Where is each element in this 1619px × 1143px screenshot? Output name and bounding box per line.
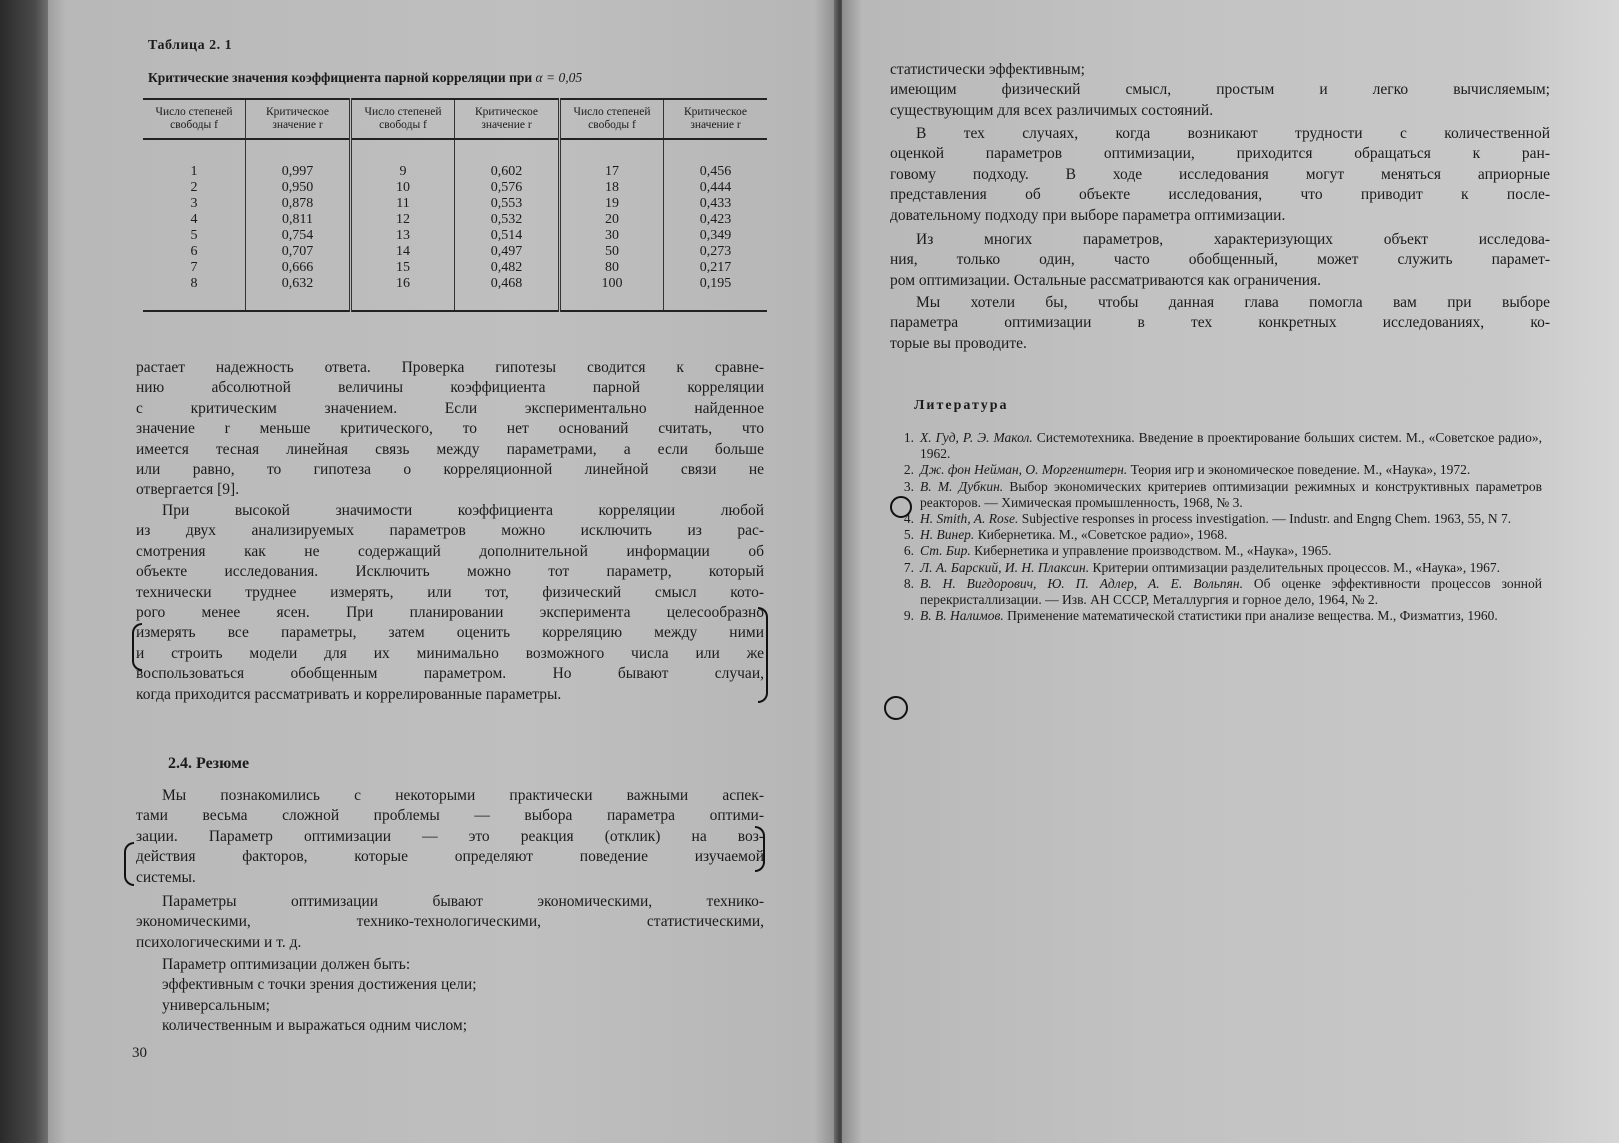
table-cell: 1 [190, 164, 198, 179]
table-cell: 13 [350, 228, 454, 244]
text-line: оценкой параметров оптимизации, приходится обращаться к ран- [890, 145, 1550, 163]
table-cell: 18 [559, 180, 663, 196]
reference-item [892, 576, 1542, 608]
reference-authors: H. Smith, A. Rose. [920, 511, 1019, 527]
text-line: когда приходится рассматривать и коррелированные параметры. [136, 685, 562, 703]
table-cell: 10 [350, 180, 454, 196]
table-title-text: Критические значения коэффициента парной корреляции при [148, 70, 533, 85]
table-cell: 16 [350, 276, 454, 311]
text-line: нию абсолютной величины коэффициента парной корреляции [136, 379, 764, 397]
text-line: количественным и выражаться одним числом; [162, 1017, 468, 1035]
table-cell: 0,553 [455, 196, 560, 212]
text-line: Мы познакомились с некоторыми практически важными аспек- [162, 787, 764, 804]
table-title-formula: α = 0,05 [535, 70, 583, 85]
reference-authors: В. В. Налимов. [920, 608, 1004, 624]
table-caption: Таблица 2. 1 [148, 38, 233, 53]
table-cell: 2 [190, 180, 198, 195]
text-line: параметра оптимизации в тех конкретных исследованиях, ко- [890, 314, 1550, 332]
reference-body [920, 608, 1542, 624]
paragraph-summary [136, 786, 764, 888]
table-cell: 0,811 [246, 212, 351, 228]
reference-text: Критерии оптимизации разделительных процессов. М., «Наука», 1967. [1089, 559, 1501, 575]
reference-item [892, 430, 1542, 462]
table-cell: 0,707 [246, 244, 351, 260]
table-header: Критическое значение r [246, 99, 351, 139]
table-cell: 5 [190, 228, 198, 243]
reference-text: Выбор экономических критериев оптимизации режимных и конструктивных параметров реакторов. — Химическая промышленность, 1968, № 3. [920, 478, 1542, 510]
reference-authors: Н. Винер. [920, 527, 975, 543]
table-row [143, 244, 767, 260]
paragraph-rank-approach [890, 124, 1550, 226]
text-line: Параметр оптимизации должен быть: [162, 956, 411, 973]
table-cell: 19 [559, 196, 663, 212]
table-header-row [143, 99, 767, 139]
reference-body [920, 511, 1542, 527]
reference-number: 3. [903, 478, 914, 494]
text-line: имеется тесная линейная связь между параметрами, а если больше [136, 440, 764, 458]
reference-item [892, 608, 1542, 624]
table-cell: 0,950 [246, 180, 351, 196]
paragraph-many-parameters [890, 230, 1550, 291]
paragraph-high-significance [136, 501, 764, 705]
reference-number: 1. [903, 430, 914, 445]
pen-bracket-right [758, 607, 768, 703]
text-line: статистически эффективным; [890, 61, 1085, 78]
table-cell: 0,632 [246, 276, 351, 311]
table-row [143, 260, 767, 276]
table-cell: 0,468 [455, 276, 560, 311]
table-row [143, 180, 767, 196]
pen-bracket-right [755, 826, 765, 872]
reference-number: 5. [903, 527, 914, 543]
text-line: отвергается [9]. [136, 481, 240, 499]
text-line: смотрения как не содержащий дополнительной информации об [136, 542, 764, 560]
reference-authors: В. М. Дубкин. [920, 478, 1004, 494]
table-cell: 15 [350, 260, 454, 276]
text-line: объекте исследования. Исключить можно тот параметр, который [136, 563, 764, 581]
reference-text: Теория игр и экономическое поведение. М., «Наука», 1972. [1127, 462, 1471, 478]
text-line: значение r меньше критического, то нет оснований считать, что [136, 420, 764, 438]
table-cell: 6 [190, 244, 198, 259]
table-cell: 20 [559, 212, 663, 228]
table-row [143, 276, 767, 311]
table-cell: 9 [350, 139, 454, 180]
text-line: торые вы проводите. [890, 334, 1027, 352]
table-cell: 30 [559, 228, 663, 244]
reference-item [892, 511, 1542, 527]
table-cell: 0,997 [246, 139, 351, 180]
table-cell: 0,217 [664, 260, 767, 276]
text-line: экономическими, технико-технологическими, статистическими, [136, 913, 764, 931]
reference-text: Об оценке эффективности процессов зонной перекристаллизации. — Изв. АН СССР, Металлургия и горное дело, 1964, № 2. [920, 575, 1542, 608]
table-cell: 0,423 [664, 212, 767, 228]
critical-values-table [143, 98, 767, 312]
text-line: ром оптимизации. Остальные рассматриваются как ограничения. [890, 271, 1322, 289]
text-line: из двух анализируемых параметров можно исключить из рас- [136, 522, 764, 540]
table-header: Число степеней свободы f [350, 99, 454, 139]
reference-body [920, 560, 1542, 576]
paragraph-parameter-types [136, 892, 764, 953]
reference-item [892, 560, 1542, 576]
text-line: измерять все параметры, затем оценить корреляцию между ними [136, 624, 764, 642]
paragraph-requirements [136, 955, 764, 1037]
text-line: или равно, то гипотеза о корреляционной линейной связи не [136, 461, 764, 479]
reference-text: Системотехника. Введение в проектирование больших систем. М., «Советское радио», 1962. [920, 430, 1542, 462]
reference-authors: В. Н. Вигдорович, Ю. П. Адлер, А. Е. Вольпян. [920, 575, 1243, 591]
reference-authors: Ст. Бир. [920, 543, 971, 559]
table-cell: 3 [190, 196, 198, 211]
page-number: 30 [132, 1045, 147, 1061]
section-title: 2.4. Резюме [168, 755, 250, 772]
table-header: Число степеней свободы f [143, 99, 246, 139]
text-line: психологическими и т. д. [136, 933, 302, 951]
text-line: воспользоваться обобщенным параметром. Но бывают случаи, [136, 665, 764, 683]
pen-bracket-left [132, 623, 142, 671]
reference-number: 9. [903, 608, 914, 624]
text-line: существующим для всех различимых состояний. [890, 101, 1214, 119]
text-line: представления об объекте исследования, что приводит к после- [890, 186, 1550, 204]
reference-number: 8. [903, 575, 914, 591]
text-line: растает надежность ответа. Проверка гипотезы сводится к сравне- [136, 359, 764, 376]
text-line: имеющим физический смысл, простым и легко вычисляемым; [890, 81, 1550, 99]
text-line: Из многих параметров, характеризующих объект исследова- [916, 231, 1550, 248]
table-cell: 11 [350, 196, 454, 212]
reference-body [920, 430, 1542, 462]
book-edge-shadow [0, 0, 50, 1143]
reference-list [892, 430, 1542, 624]
table-header: Число степеней свободы f [559, 99, 663, 139]
table-cell: 0,878 [246, 196, 351, 212]
table-cell: 14 [350, 244, 454, 260]
table-cell: 0,195 [664, 276, 767, 311]
text-line: При высокой значимости коэффициента корреляции любой [162, 502, 764, 519]
text-line: системы. [136, 868, 196, 886]
text-line: с критическим значением. Если экспериментально найденное [136, 399, 764, 417]
table-cell: 0,514 [455, 228, 560, 244]
table-cell: 0,273 [664, 244, 767, 260]
text-line: довательному подходу при выборе параметра оптимизации. [890, 206, 1286, 224]
text-line: зации. Параметр оптимизации — это реакция (отклик) на воз- [136, 827, 764, 845]
table-row [143, 228, 767, 244]
table-cell: 7 [190, 260, 198, 275]
table-cell: 50 [559, 244, 663, 260]
pen-circle-mark [890, 496, 912, 518]
reference-body [920, 462, 1542, 478]
table-cell: 0,456 [664, 139, 767, 180]
text-line: тами весьма сложной проблемы — выбора параметра оптими- [136, 807, 764, 825]
table-cell: 0,497 [455, 244, 560, 260]
reference-body [920, 479, 1542, 511]
paragraph-requirements-cont [890, 60, 1550, 121]
table-cell: 0,482 [455, 260, 560, 276]
table-cell: 4 [190, 212, 198, 227]
table-cell: 0,532 [455, 212, 560, 228]
text-line: говому подходу. В ходе исследования могут меняться априорные [890, 165, 1550, 183]
text-line: ния, только один, часто обобщенный, может служить парамет- [890, 251, 1550, 269]
table-header: Критическое значение r [455, 99, 560, 139]
table-cell: 0,349 [664, 228, 767, 244]
table-cell: 0,444 [664, 180, 767, 196]
table-row [143, 196, 767, 212]
reference-number: 7. [903, 559, 914, 575]
text-line: Мы хотели бы, чтобы данная глава помогла вам при выборе [916, 294, 1550, 311]
text-line: действия факторов, которые определяют поведение изучаемой [136, 848, 764, 866]
text-line: эффективным с точки зрения достижения цели; [162, 976, 477, 994]
table-cell: 12 [350, 212, 454, 228]
reference-number: 6. [903, 543, 914, 559]
literature-title: Литература [914, 398, 1009, 413]
text-line: технически труднее измерять, или тот, физический смысл кото- [136, 583, 764, 601]
reference-text: Кибернетика. М., «Советское радио», 1968. [974, 527, 1228, 543]
reference-text: Subjective responses in process investigation. — Industr. and Engng Chem. 1963, 55, N 7. [1018, 511, 1512, 527]
table-title [148, 70, 768, 86]
reference-authors: Дж. фон Нейман, О. Моргенштерн. [920, 462, 1128, 478]
text-line: Параметры оптимизации бывают экономическими, технико- [162, 893, 764, 910]
paragraph-hypothesis [136, 358, 764, 501]
reference-item [892, 479, 1542, 511]
table-cell: 100 [559, 276, 663, 311]
text-line: универсальным; [162, 996, 270, 1014]
reference-body [920, 543, 1542, 559]
table-cell: 17 [559, 139, 663, 180]
table-cell: 80 [559, 260, 663, 276]
table-row [143, 212, 767, 228]
paragraph-closing [890, 293, 1550, 354]
reference-body [920, 576, 1542, 608]
reference-body [920, 527, 1542, 543]
text-line: рого менее ясен. При планировании эксперимента целесообразно [136, 604, 764, 622]
table-header: Критическое значение r [664, 99, 767, 139]
reference-number: 4. [903, 511, 914, 527]
reference-number: 2. [903, 462, 914, 478]
table-cell: 0,576 [455, 180, 560, 196]
text-line: и строить модели для их минимально возможного числа или же [136, 644, 764, 662]
reference-authors: Х. Гуд, Р. Э. Макол. [920, 430, 1033, 445]
reference-item [892, 462, 1542, 478]
text-line: В тех случаях, когда возникают трудности с количественной [916, 125, 1550, 142]
pen-bracket-left [124, 842, 134, 886]
table-cell: 0,602 [455, 139, 560, 180]
table-cell: 0,433 [664, 196, 767, 212]
table-cell: 0,666 [246, 260, 351, 276]
reference-text: Применение математической статистики при анализе вещества. М., Физматгиз, 1960. [1003, 608, 1498, 624]
reference-authors: Л. А. Барский, И. Н. Плаксин. [920, 559, 1090, 575]
table-cell: 0,754 [246, 228, 351, 244]
reference-item [892, 543, 1542, 559]
table-row [143, 139, 767, 180]
reference-item [892, 527, 1542, 543]
table-body [143, 139, 767, 311]
reference-text: Кибернетика и управление производством. М., «Наука», 1965. [970, 543, 1332, 559]
table-cell: 8 [143, 276, 246, 311]
pen-circle-mark [884, 696, 908, 720]
